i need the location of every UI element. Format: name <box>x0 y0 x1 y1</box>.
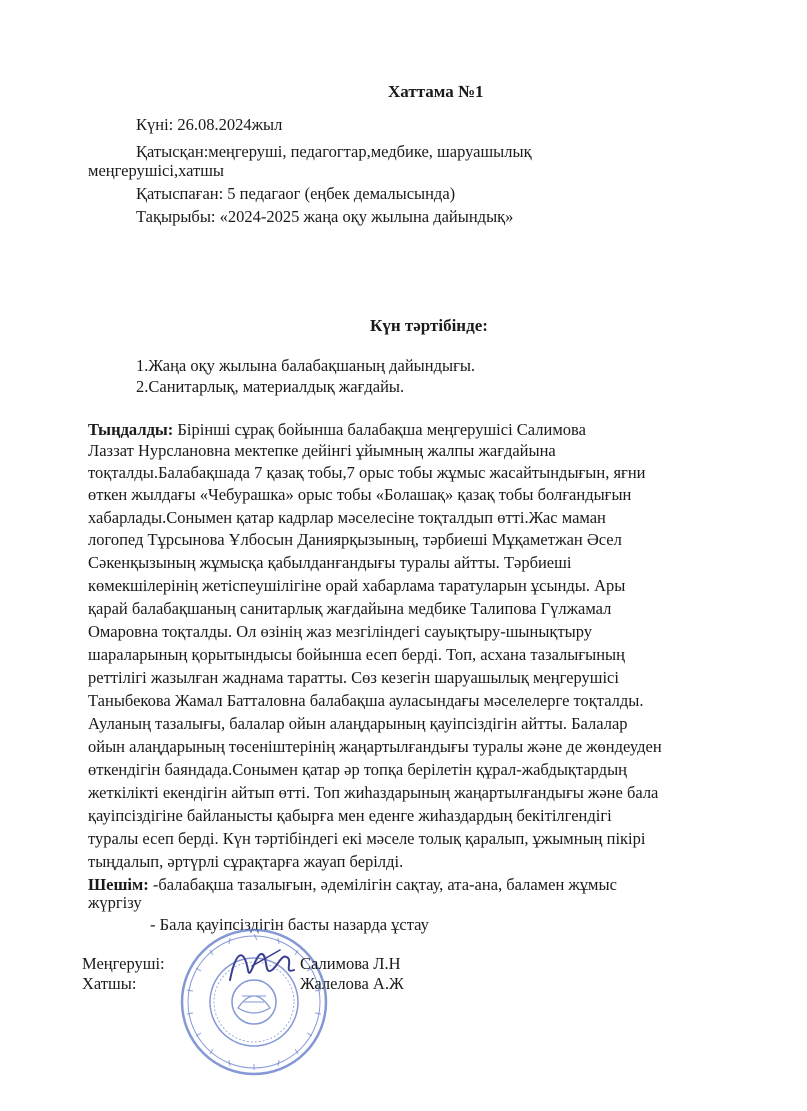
listened-line: өткендігін баяндада.Сонымен қатар әр топқа берілетін құрал-жабдықтардың <box>88 760 627 779</box>
listened-line: қауіпсіздігіне байланысты қабырға мен еденге жиһаздардың бекітілгендігі <box>88 806 612 825</box>
attendees-line-cont: меңгерушісі,хатшы <box>88 161 225 180</box>
listened-line <box>88 420 586 440</box>
listened-line: Сәкенқызының жұмысқа қабылданғандығы туралы айтты. Тәрбиеші <box>88 553 572 572</box>
agenda-item: 1.Жаңа оқу жылына балабақшаның дайындығы. <box>136 356 476 375</box>
listened-line: көмекшілерінің жетіспеушілігіне орай хабарлама таратуларын ұсынды. Ары <box>88 576 626 595</box>
listened-line: өткен жылдағы «Чебурашка» орыс тобы «Болашақ» қазақ тобы болғандығын <box>88 485 632 504</box>
decision-label: Шешім: <box>88 875 149 894</box>
agenda-heading: Күн тәртібінде: <box>370 316 488 335</box>
handwritten-signature <box>222 940 302 990</box>
listened-line: Таныбекова Жамал Батталовна балабақша ауласындағы мәселелерге тоқталды. <box>88 691 644 710</box>
listened-line: ойын алаңдарының төсеніштерінің жаңартылғандығы туралы және де жөндеуден <box>88 737 662 756</box>
secretary-name: Жалелова А.Ж <box>300 974 404 993</box>
head-role-label: Меңгеруші: <box>82 954 165 973</box>
secretary-role-label: Хатшы: <box>82 974 137 993</box>
listened-line: Омаровна тоқталды. Ол өзінің жаз мезгіліндегі сауықтыру-шынықтыру <box>88 622 593 641</box>
decision-text: -балабақша тазалығын, әдемілігін сақтау, ата-ана, баламен жұмыс <box>148 875 617 894</box>
absent-line: Қатыспаған: 5 педагаог (еңбек демалысында) <box>136 184 456 203</box>
topic-line: Тақырыбы: «2024-2025 жаңа оқу жылына дайындық» <box>136 207 514 226</box>
listened-line: Ауланың тазалығы, балалар ойын алаңдарының қауіпсіздігін айтты. Балалар <box>88 714 628 733</box>
attendees-line: Қатысқан:меңгеруші, педагогтар,медбике, шаруашылық <box>136 142 532 161</box>
decision-line <box>88 875 617 895</box>
listened-line: қарай балабақшаның санитарлық жағдайына медбике Талипова Гүлжамал <box>88 599 612 618</box>
date-line: Күні: 26.08.2024жыл <box>136 115 283 134</box>
listened-line: жеткілікті екендігін айтып өтті. Топ жиһаздарының жаңартылғандығы және бала <box>88 783 659 802</box>
listened-line: туралы есеп берді. Күн тәртібіндегі екі мәселе толық қаралып, ұжымның пікірі <box>88 829 646 848</box>
listened-line: реттілігі жазылған жаднама таратты. Сөз кезегін шаруашылық меңгерушісі <box>88 668 619 687</box>
agenda-item: 2.Санитарлық, материалдық жағдайы. <box>136 377 405 396</box>
listened-text: Бірінші сұрақ бойынша балабақша меңгерушісі Салимова <box>173 420 586 439</box>
listened-line: шараларының қорытындысы бойынша есеп берді. Топ, асхана тазалығының <box>88 645 625 664</box>
head-name: Салимова Л.Н <box>300 954 401 973</box>
listened-line: хабарлады.Сонымен қатар кадрлар мәселесіне тоқталдып өтті.Жас маман <box>88 508 606 527</box>
decision-bullet: - Бала қауіпсіздігін басты назарда ұстау <box>150 915 429 934</box>
decision-line: жүргізу <box>88 893 142 912</box>
listened-line: тыңдалып, әртүрлі сұрақтарға жауап берілді. <box>88 852 404 871</box>
listened-line: тоқталды.Балабақшада 7 қазақ тобы,7 орыс тобы жұмыс жасайтындығын, яғни <box>88 463 646 482</box>
listened-line: логопед Тұрсынова Ұлбосын Даниярқызының, тәрбиеші Мұқаметжан Әсел <box>88 530 622 549</box>
listened-label: Тыңдалды: <box>88 420 174 439</box>
document-title: Хаттама №1 <box>388 82 484 101</box>
listened-line: Лаззат Нурслановна мектепке дейінгі ұйымның жалпы жағдайына <box>88 441 556 460</box>
